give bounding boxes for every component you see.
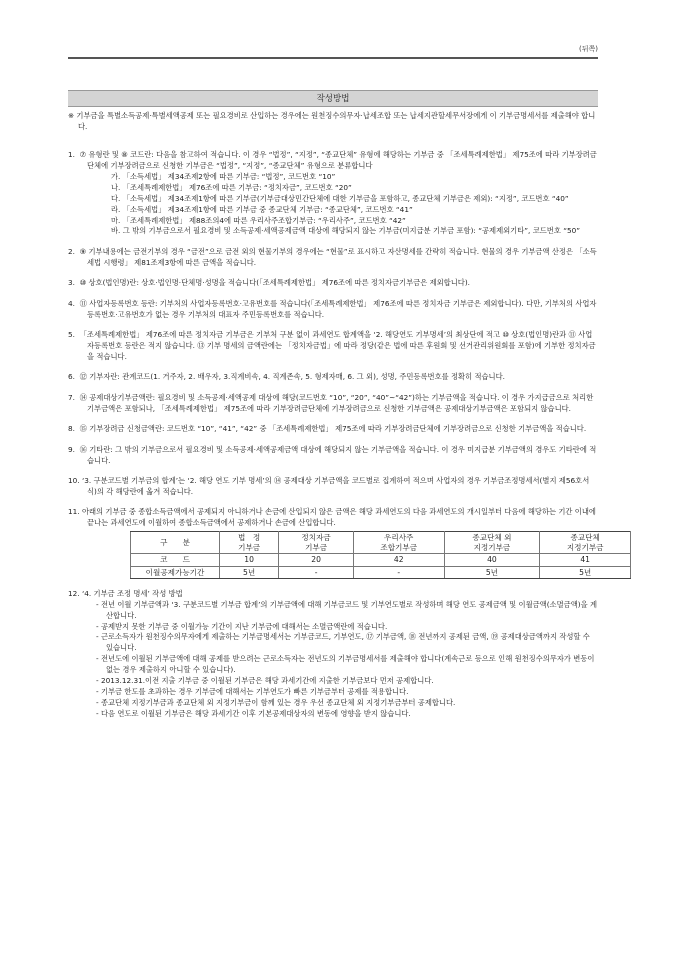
table-header-cell: 구 분 <box>131 532 220 554</box>
dash-item: - 공제받지 못한 기부금 중 이월가능 기간이 지난 기부금에 대해서는 소멸금액란에 적습니다. <box>96 621 388 631</box>
instruction-item-2 <box>68 247 598 269</box>
dash-item: - 종교단체 지정기부금과 종교단체 외 지정기부금이 함께 있는 경우 우선 종교단체 외 지정기부금부터 공제합니다. <box>96 698 456 708</box>
table-cell: 10 <box>220 554 279 566</box>
sub-marker: 다. <box>111 193 121 203</box>
instruction-item-5 <box>68 330 598 363</box>
sub-text: 「소득세법」 제34조제1항에 따른 기부금 중 종교단체 기부금: “종교단체”, 코드번호 “41” <box>122 204 413 214</box>
table-header-cell <box>279 532 354 554</box>
sub-text: 「소득세법」 제34조제2항에 따른 기부금: “법정”, 코드번호 “10” <box>122 171 336 181</box>
sub-marker: 가. <box>111 171 121 181</box>
header-text: 법 정 기부금 <box>238 533 261 552</box>
header-text: 우리사주 조합기부금 <box>380 533 418 552</box>
item-number: 5. <box>68 330 75 340</box>
dash-item: - 전년도에 이월된 기부금액에 대해 공제를 받으려는 근로소득자는 전년도의 기부금명세서를 제출해야 합니다(계속근로 등으로 인해 원천징수의무자가 변동이 없는 경우 제출하지 아니할 수 있습니다). <box>96 654 595 675</box>
dash-text: 종교단체 지정기부금과 종교단체 외 지정기부금이 함께 있는 경우 우선 종교단체 외 지정기부금부터 공제합니다. <box>100 698 456 708</box>
sub-text: 「소득세법」 제34조제1항에 따른 기부금(기부금대상민간단체에 대한 기부금을 포함하고, 종교단체 기부금은 제외): “지정”, 코드번호 “40” <box>122 193 569 203</box>
table-cell: 이월공제가능기간 <box>131 566 220 578</box>
sub-item <box>87 172 598 183</box>
table-cell: 5년 <box>444 566 540 578</box>
sub-marker: 마. <box>111 215 121 225</box>
instruction-item-7 <box>68 393 598 415</box>
instruction-item-12 <box>68 589 598 720</box>
item-text: ⑭ 공제대상기부금액란: 필요경비 및 소득공제·세액공제 대상에 해당(코드번호 “10”, “20”, “40”~“42”)하는 기부금액을 적습니다. 이 경우 가지급금으로 처리한 기부금액은 포함되나, 「조세특례제한법」 제75조에 따라 기부장려금단체에 기부장려금으로 신청한 기부금액은 공제대상기부금액은 포함되지 않습니다. <box>79 392 594 413</box>
table-cell: 42 <box>353 554 444 566</box>
header-text: 종교단체 외 지정기부금 <box>472 533 512 552</box>
sub-text: 그 밖의 기부금으로서 필요경비 및 소득공제·세액공제금액 대상에 해당되지 않는 기부금(미지급분 기부금 포함): “공제제외기타”, 코드번호 “50” <box>122 226 581 236</box>
sub-marker: 나. <box>111 182 121 192</box>
table-row <box>131 566 631 578</box>
item-text: ‘4. 기부금 조정 명세’ 작성 방법 <box>81 588 183 598</box>
sub-item <box>87 205 598 216</box>
table-cell: 41 <box>540 554 631 566</box>
item-number: 1. <box>68 149 75 159</box>
item-text: 아래의 기부금 중 종합소득금액에서 공제되지 아니하거나 손금에 산입되지 않은 금액은 해당 과세연도의 다음 과세연도의 개시일부터 다음에 해당하는 기간 이내에 끝나는 과세연도에 이월하여 종합소득금액에서 공제하거나 손금에 산입합니다. <box>81 507 596 528</box>
item-text: ⑮ 기부장려금 신청금액란: 코드번호 “10”, “41”, “42” 중 「조세특례제한법」 제75조에 따라 기부장려금단체에 기부장려금으로 신청한 기부금액을 적습니다. <box>79 424 587 434</box>
item-number: 4. <box>68 298 75 308</box>
sub-item <box>87 183 598 194</box>
sub-item <box>87 194 598 205</box>
instruction-item-4 <box>68 299 598 321</box>
dash-item: - 전년 이월 기부금액과 ‘3. 구분코드별 기부금 합계’의 기부금액에 대해 기부금코드 및 기부연도별로 작성하며 해당 연도 공제금액 및 이월금액(소멸금액)을 계산합니다. <box>96 599 598 620</box>
item-number: 9. <box>68 444 75 454</box>
table-cell: - <box>279 566 354 578</box>
item-number: 7. <box>68 392 75 402</box>
item-text: ⑫ 기부자란: 관계코드(1. 거주자, 2. 배우자, 3.직계비속, 4. 직계존속, 5. 형제자매, 6. 그 외), 성명, 주민등록번호를 정확히 적습니다. <box>79 372 505 382</box>
table-header-cell <box>353 532 444 554</box>
item-number: 6. <box>68 372 75 382</box>
dash-text: 다음 연도로 이월된 기부금은 해당 과세기간 이후 기본공제대상자의 변동에 영향을 받지 않습니다. <box>100 709 411 718</box>
dash-item: - 근로소득자가 원천징수의무자에게 제출하는 기부금명세서는 기부금코드, 기부연도, ⑰ 기부금액, ⑱ 전년까지 공제된 금액, ⑲ 공제대상금액까지 작성할 수 있습니다. <box>96 632 590 653</box>
dash-item: - 다음 연도로 이월된 기부금은 해당 과세기간 이후 기본공제대상자의 변동에 영향을 받지 않습니다. <box>96 709 411 718</box>
instruction-item-8 <box>68 424 598 435</box>
item-number: 8. <box>68 424 75 434</box>
dash-item: - 2013.12.31.이전 지출 기부금 중 이월된 기부금은 해당 과세기간에 지출한 기부금보다 먼저 공제합니다. <box>96 676 434 686</box>
sub-marker: 바. <box>111 226 121 236</box>
instruction-item-1 <box>68 150 598 238</box>
sub-item <box>87 226 598 237</box>
table-cell: 코 드 <box>131 554 220 566</box>
table-header-cell <box>444 532 540 554</box>
item-text: ‘3. 구분코드별 기부금의 합계’는 ‘2. 해당 연도 기부 명세’의 ⑭ 공제대상 기부금액을 코드별로 집계하여 적으며 사업자의 경우 기부금조정명세서(별지 제56호서식)의 각 해당란에 옮겨 적습니다. <box>81 476 590 496</box>
intro-note: ※ 기부금을 특별소득공제·특별세액공제 또는 필요경비로 산입하는 경우에는 원천징수의무자·납세조합 또는 납세지관할세무서장에게 이 기부금명세서를 제출해야 합니다. <box>68 111 596 131</box>
sub-text: 「조세특례제한법」 제76조에 따른 기부금: “정치자금”, 코드번호 “20” <box>122 182 352 192</box>
dash-text: 전년 이월 기부금액과 ‘3. 구분코드별 기부금 합계’의 기부금액에 대해 기부금코드 및 기부연도별로 작성하며 해당 연도 공제금액 및 이월금액(소멸금액)을 계산합니다. <box>100 599 598 620</box>
top-divider <box>68 57 598 59</box>
instruction-item-3 <box>68 278 598 289</box>
page-side-label: (뒤쪽) <box>579 45 598 53</box>
instruction-item-10 <box>68 476 598 498</box>
table-cell: 20 <box>279 554 354 566</box>
item-text: ⑪ 사업자등록번호 등란: 기부처의 사업자등록번호·고유번호를 적습니다(「조세특례제한법」 제76조에 따른 정치자금 기부금은 제외합니다). 다만, 기부처의 사업자등록번호·고유번호가 없는 경우 기부처의 대표자 주민등록번호를 적습니다. <box>79 298 597 319</box>
item-text: ⑯ 기타란: 그 밖의 기부금으로서 필요경비 및 소득공제·세액공제금액 대상에 해당되지 않는 기부금액을 적습니다. 이 경우 미지급분 기부금액의 경우도 기타란에 적습니다. <box>79 444 597 465</box>
item-number: 11. <box>68 507 80 517</box>
item-text: ⑩ 상호(법인명)란: 상호·법인명·단체명·성명을 적습니다(「조세특례제한법」 제76조에 따른 정치자금기부금은 제외합니다). <box>79 278 470 288</box>
dash-text: 기부금 한도를 초과하는 경우 기부금에 대해서는 기부연도가 빠른 기부금부터 공제를 적용합니다. <box>100 687 409 697</box>
sub-item <box>87 216 598 227</box>
header-text: 정치자금 기부금 <box>301 533 331 552</box>
table-cell: - <box>353 566 444 578</box>
dash-text: 공제받지 못한 기부금 중 이월가능 기간이 지난 기부금에 대해서는 소멸금액란에 적습니다. <box>100 621 388 631</box>
dash-text: 근로소득자가 원천징수의무자에게 제출하는 기부금명세서는 기부금코드, 기부연도, ⑰ 기부금액, ⑱ 전년까지 공제된 금액, ⑲ 공제대상금액까지 작성할 수 있습니다. <box>100 632 590 653</box>
dash-text: 2013.12.31.이전 지출 기부금 중 이월된 기부금은 해당 과세기간에 지출한 기부금보다 먼저 공제합니다. <box>100 676 434 686</box>
item-text: ⑦ 유형란 및 ⑧ 코드란: 다음을 참고하여 적습니다. 이 경우 “법정”, “지정”, “종교단체” 유형에 해당하는 기부금 중 「조세특례제한법」 제75조에 따라 기부장려금단체에 기부장려금으로 신청한 기부금은 “법정”, “지정”, “종교단체” 유형으로 분류합니다 <box>79 149 597 170</box>
carryover-table <box>130 531 631 579</box>
item-number: 12. <box>68 588 80 598</box>
sub-text: 「조세특례제한법」 제88조의4에 따른 우리사주조합기부금: “우리사주”, 코드번호 “42” <box>122 215 406 225</box>
dash-text: 전년도에 이월된 기부금액에 대해 공제를 받으려는 근로소득자는 전년도의 기부금명세서를 제출해야 합니다(계속근로 등으로 인해 원천징수의무자가 변동이 없는 경우 제출하지 아니할 수 있습니다). <box>100 654 595 675</box>
dash-item: - 기부금 한도를 초과하는 경우 기부금에 대해서는 기부연도가 빠른 기부금부터 공제를 적용합니다. <box>96 687 409 697</box>
item-number: 3. <box>68 278 75 288</box>
sub-marker: 라. <box>111 204 121 214</box>
item-number: 10. <box>68 476 80 485</box>
table-header-row <box>131 532 631 554</box>
item-number: 2. <box>68 246 75 256</box>
table-cell: 40 <box>444 554 540 566</box>
table-row <box>131 554 631 566</box>
item-text: 「조세특례제한법」 제76조에 따른 정치자금 기부금은 기부처 구분 없이 과세연도 합계액을 ‘2. 해당연도 기부명세’의 최상단에 적고 ⑩ 상호(법인명)란과 ⑪ 사업자등록번호 등란은 적지 않습니다. ⑬ 기부 명세의 금액란에는 「정치자금법」에 따라 정당(같은 법에 따른 후원회 및 선거관리위원회를 포함)에 기부한 정치자금을 적습니다. <box>79 330 596 361</box>
instruction-item-11 <box>68 507 604 579</box>
instruction-item-6 <box>68 372 598 383</box>
instructions-body <box>68 111 604 729</box>
item-text: ⑨ 기부내용에는 금전기부의 경우 “금전”으로 금전 외의 현물기부의 경우에는 “현물”로 표시하고 자산명세를 간략히 적습니다. 현물의 경우 기부금액 산정은 「소득세법 시행령」 제81조제3항에 따른 금액을 적습니다. <box>79 246 597 267</box>
table-cell: 5년 <box>220 566 279 578</box>
table-cell: 5년 <box>540 566 631 578</box>
table-header-cell <box>220 532 279 554</box>
instruction-item-9 <box>68 445 598 467</box>
table-header-cell <box>540 532 631 554</box>
header-text: 종교단체 지정기부금 <box>566 533 604 552</box>
section-title: 작성방법 <box>68 90 598 107</box>
